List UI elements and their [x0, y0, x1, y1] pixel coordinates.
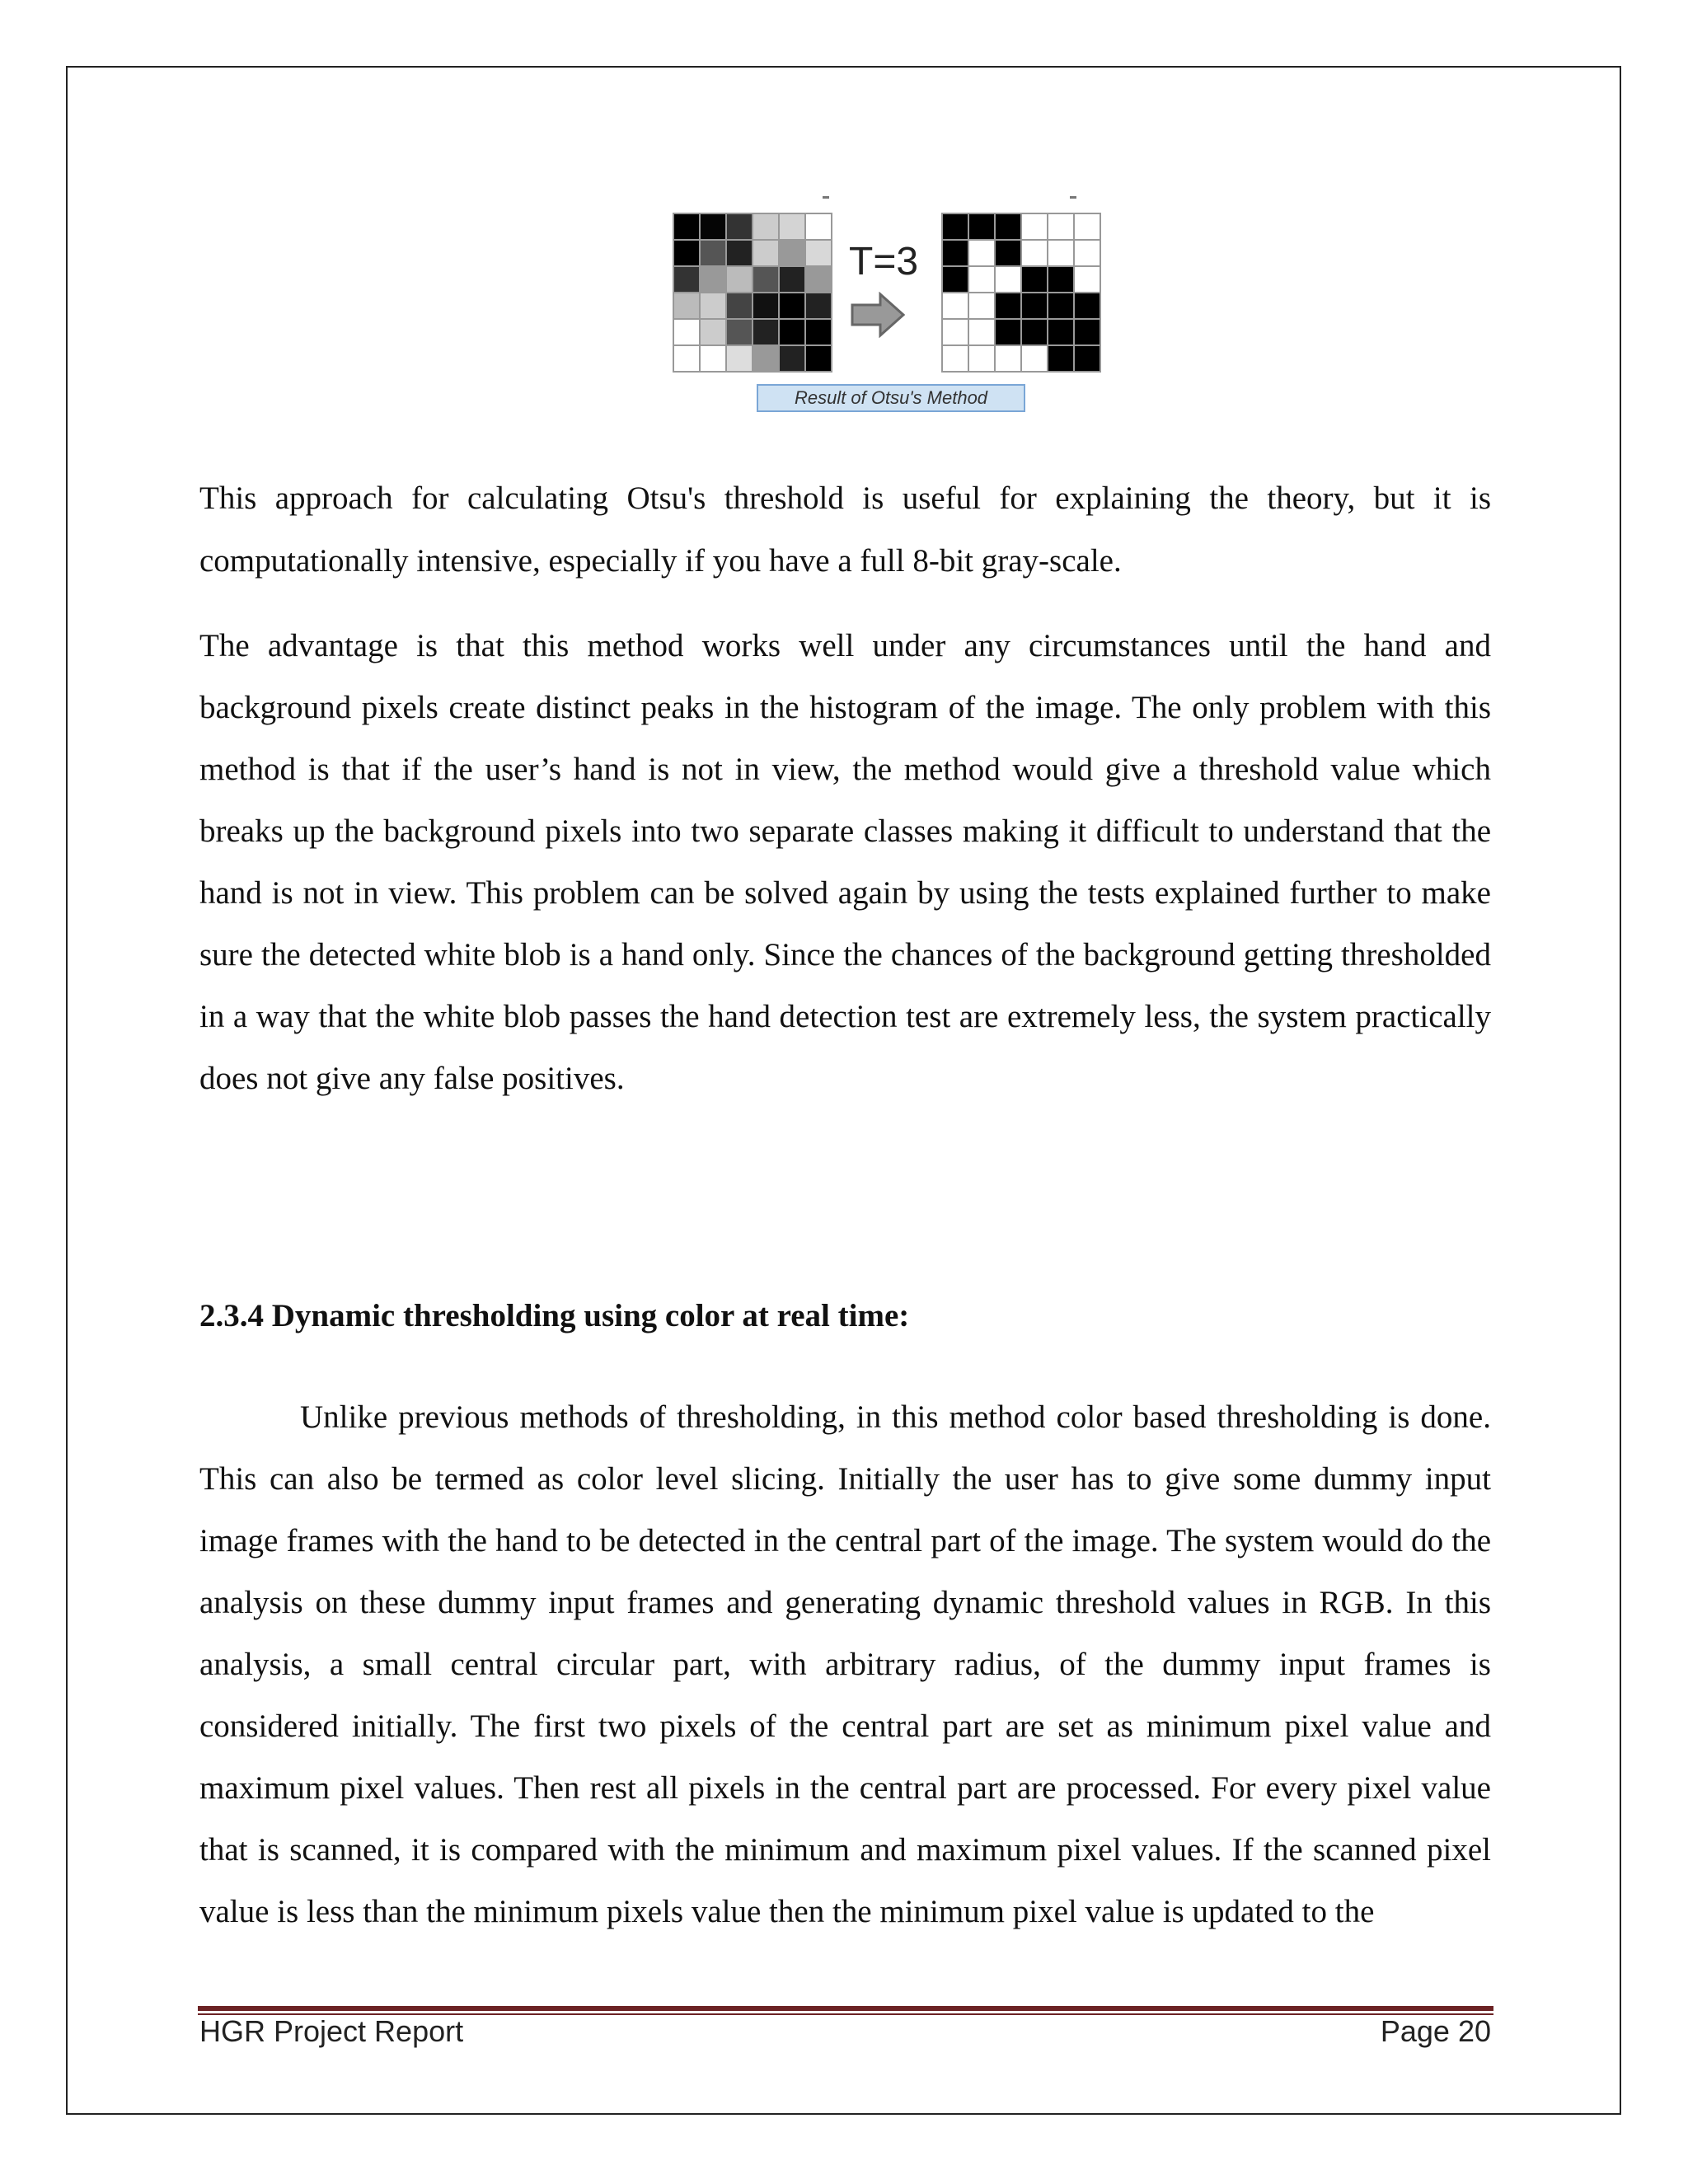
paragraph-otsu-intensive: This approach for calculating Otsu's threshold is useful for explaining the theory, but it is computationally intensive, especially if you have a full 8-bit gray-scale. [199, 480, 1491, 579]
grid-cell [1075, 346, 1101, 373]
grid-cell [943, 293, 969, 320]
paragraph-advantage: The advantage is that this method works well under any circumstances until the hand and background pixels create distinct peaks in the histogram of the image. The only problem with this method is that if the user’s hand is not in view, the method would give a threshold value which breaks up the background pixels into two separate classes making it difficult to understand that the hand is not in view. This problem can be solved again by using the tests explained further to make sure the detected white blob is a hand only. Since the chances of the background getting thresholded in a way that the white blob passes the hand detection test are extremely less, the system practically does not give any false positives. [199, 628, 1491, 1096]
grid-cell [727, 214, 753, 241]
grid-cell [780, 320, 806, 346]
grid-cell [780, 293, 806, 320]
grid-cell [674, 293, 701, 320]
grid-cell [701, 214, 727, 241]
footer-report-title: HGR Project Report [199, 2014, 464, 2048]
grid-cell [1048, 241, 1075, 267]
grid-cell [1022, 241, 1048, 267]
grid-cell [943, 214, 969, 241]
grid-cell [674, 346, 701, 373]
grid-cell [753, 214, 780, 241]
grid-cell [753, 267, 780, 293]
grid-cell [806, 320, 832, 346]
grid-cell [1022, 214, 1048, 241]
grid-cell [1075, 214, 1101, 241]
grid-cell [701, 320, 727, 346]
grid-cell [1075, 293, 1101, 320]
grid-cell [780, 214, 806, 241]
output-binary-grid [941, 213, 1101, 373]
grid-cell [1075, 320, 1101, 346]
grid-cell [780, 346, 806, 373]
grid-cell [1048, 293, 1075, 320]
grid-cell [996, 293, 1022, 320]
grid-cell [674, 267, 701, 293]
figure-tick-mark [1070, 196, 1076, 199]
grid-cell [996, 214, 1022, 241]
grid-cell [806, 346, 832, 373]
grid-cell [701, 346, 727, 373]
grid-cell [943, 346, 969, 373]
grid-cell [701, 293, 727, 320]
grid-cell [1075, 241, 1101, 267]
grid-cell [727, 267, 753, 293]
grid-cell [753, 346, 780, 373]
grid-cell [806, 293, 832, 320]
grid-cell [753, 320, 780, 346]
grid-cell [1048, 214, 1075, 241]
arrow-right-icon [851, 292, 905, 338]
input-grayscale-grid [673, 213, 832, 373]
grid-cell [727, 293, 753, 320]
grid-cell [727, 241, 753, 267]
grid-cell [969, 241, 996, 267]
grid-cell [1022, 320, 1048, 346]
grid-cell [969, 293, 996, 320]
grid-cell [753, 293, 780, 320]
grid-cell [943, 320, 969, 346]
grid-cell [969, 320, 996, 346]
grid-cell [780, 241, 806, 267]
grid-cell [1075, 267, 1101, 293]
grid-cell [753, 241, 780, 267]
grid-cell [996, 241, 1022, 267]
grid-cell [996, 267, 1022, 293]
grid-cell [969, 214, 996, 241]
figure-caption: Result of Otsu's Method [757, 384, 1025, 412]
grid-cell [1048, 267, 1075, 293]
grid-cell [1048, 346, 1075, 373]
grid-cell [674, 320, 701, 346]
section-heading: 2.3.4 Dynamic thresholding using color at real time: [199, 1298, 910, 1333]
grid-cell [1048, 320, 1075, 346]
grid-cell [806, 241, 832, 267]
grid-cell [969, 346, 996, 373]
paragraph-dynamic-thresholding: Unlike previous methods of thresholding, in this method color based thresholding is done. This can also be termed as color level slicing. Initially the user has to give some dummy input image frames with the hand to be detected in the central part of the image. The system would do the analysis on these dummy input frames and generating dynamic threshold values in RGB. In this analysis, a small central circular part, with arbitrary radius, of the dummy input frames is considered initially. The first two pixels of the central part are set as minimum pixel value and maximum pixel values. Then rest all pixels in the central part are processed. For every pixel value that is scanned, it is compared with the minimum and maximum pixel values. If the scanned pixel value is less than the minimum pixels value then the minimum pixel value is updated to the [199, 1399, 1491, 1929]
grid-cell [674, 214, 701, 241]
grid-cell [727, 346, 753, 373]
grid-cell [674, 241, 701, 267]
otsu-figure [669, 191, 1114, 422]
grid-cell [943, 241, 969, 267]
grid-cell [996, 346, 1022, 373]
grid-cell [1022, 293, 1048, 320]
grid-cell [969, 267, 996, 293]
grid-cell [806, 267, 832, 293]
threshold-label: T=3 [849, 240, 919, 284]
grid-cell [1022, 346, 1048, 373]
figure-tick-mark [823, 196, 829, 199]
grid-cell [701, 241, 727, 267]
grid-cell [701, 267, 727, 293]
grid-cell [727, 320, 753, 346]
grid-cell [806, 214, 832, 241]
grid-cell [780, 267, 806, 293]
grid-cell [1022, 267, 1048, 293]
footer-page-number: Page 20 [1380, 2014, 1491, 2048]
grid-cell [943, 267, 969, 293]
grid-cell [996, 320, 1022, 346]
